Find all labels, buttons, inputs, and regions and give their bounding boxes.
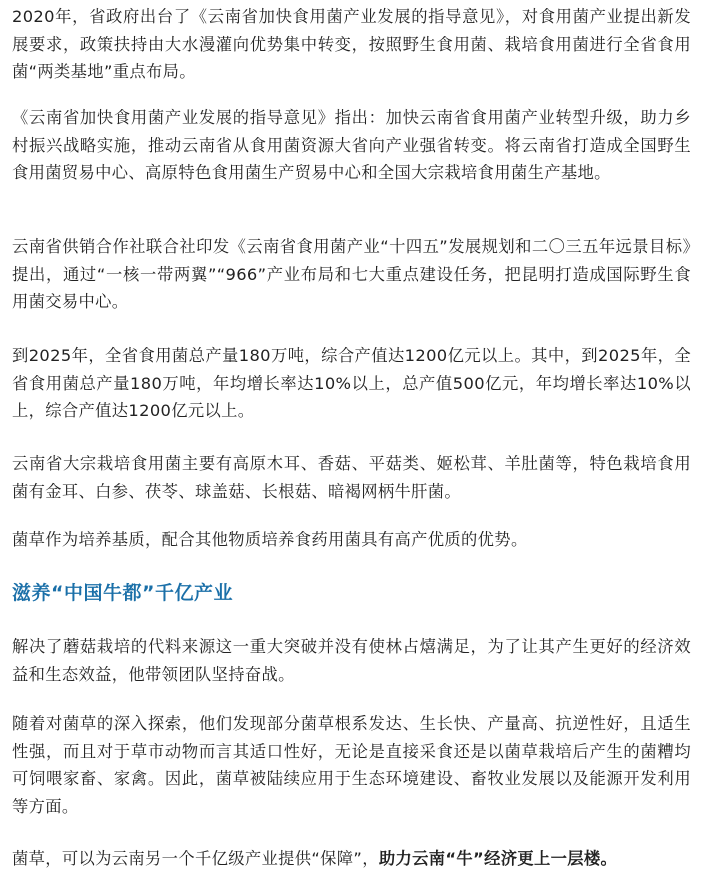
conclusion-text: 菌草，可以为云南另一个千亿级产业提供“保障”， [12,849,379,868]
conclusion-bold-text: 助力云南“牛”经济更上一层楼。 [378,849,618,868]
paragraph-breakthrough: 解决了蘑菇栽培的代料来源这一重大突破并没有使林占熺满足，为了让其产生更好的经济效益和生态效益，他带领团队坚持奋战。 [12,637,691,684]
paragraph-policy-2020: 2020年，省政府出台了《云南省加快食用菌产业发展的指导意见》，对食用菌产业提出新发展要求，政策扶持由大水漫灌向优势集中转变，按照野生食用菌、栽培食用菌进行全省食用菌“两类基地”重点布局。 [12,7,691,81]
paragraph-juncao-exploration: 随着对菌草的深入探索，他们发现部分菌草根系发达、生长快、产量高、抗逆性好，且适生性强，而且对于草市动物而言其适口性好，无论是直接采食还是以菌草栽培后产生的菌糟均可饲喂家畜、家禽。因此，菌草被陆续应用于生态环境建设、畜牧业发展以及能源开发利用等方面。 [12,714,691,816]
paragraph-juncao-substrate: 菌草作为培养基质，配合其他物质培养食药用菌具有高产优质的优势。 [12,530,528,549]
paragraph-guidance-opinion: 《云南省加快食用菌产业发展的指导意见》指出：加快云南省食用菌产业转型升级，助力乡村振兴战略实施，推动云南省从食用菌资源大省向产业强省转变。将云南省打造成全国野生食用菌贸易中心、高原特色食用菌生产贸易中心和全国大宗栽培食用菌生产基地。 [12,108,691,182]
section-heading: 滋养“中国牛都”千亿产业 [12,582,233,604]
paragraph-conclusion [12,845,691,873]
paragraph-cultivated-fungi: 云南省大宗栽培食用菌主要有高原木耳、香菇、平菇类、姬松茸、羊肚菌等，特色栽培食用菌有金耳、白参、茯苓、球盖菇、长根菇、暗褐网柄牛肝菌。 [12,454,691,501]
paragraph-2025-targets: 到2025年，全省食用菌总产量180万吨，综合产值达1200亿元以上。其中，到2025年，全省食用菌总产量180万吨，年均增长率达10%以上，总产值500亿元，年均增长率达10%以上，综合产值达1200亿元以上。 [12,346,691,420]
paragraph-14th-five-year-plan: 云南省供销合作社联合社印发《云南省食用菌产业“十四五”发展规划和二〇三五年远景目标》提出，通过“一核一带两翼”“966”产业布局和七大重点建设任务，把昆明打造成国际野生食用菌交易中心。 [12,237,691,311]
